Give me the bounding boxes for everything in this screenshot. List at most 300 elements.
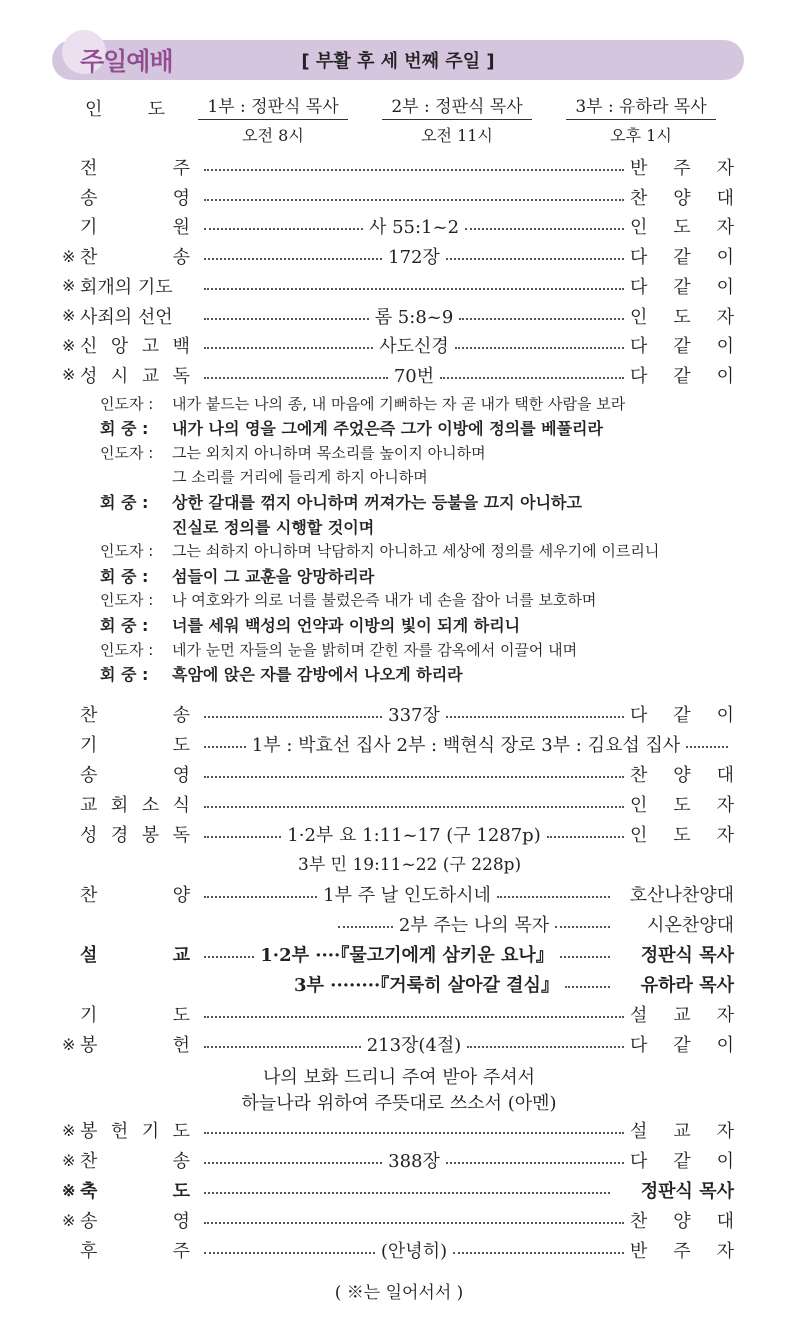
item-title-char: 영	[172, 765, 190, 786]
item-title-char: 축	[80, 1181, 98, 1202]
responsive-speaker: 인도자 :	[100, 394, 154, 413]
item-title-char: 백	[172, 336, 190, 358]
responsive-text: 그는 쇠하지 아니하며 낙담하지 아니하고 세상에 정의를 세우기에 이르리니	[172, 542, 660, 561]
item-title-char: 양	[172, 885, 190, 906]
item-leader-char: 자	[716, 825, 734, 846]
item-title-char: 송	[80, 1211, 98, 1232]
item-title-char: 봉	[80, 1035, 98, 1056]
item-leader	[630, 184, 734, 210]
item-leader	[630, 761, 734, 787]
item-leader	[630, 791, 734, 817]
item-title-char: 독	[172, 365, 190, 387]
responsive-text: 나 여호와가 의로 너를 불렀은즉 내가 네 손을 잡아 너를 보호하며	[172, 591, 597, 610]
item-title-char: 성	[80, 825, 98, 846]
item-leader-char: 다	[630, 1151, 648, 1172]
item-title-char: 기	[80, 217, 98, 239]
responsive-text: 내가 붙드는 나의 종, 내 마음에 기뻐하는 자 곧 내가 택한 사람을 보라	[172, 394, 626, 413]
order-row	[62, 1030, 734, 1058]
standing-mark: ※	[62, 1120, 76, 1140]
leader-dots	[547, 836, 624, 838]
item-title-char: 도	[172, 1181, 190, 1202]
responsive-text: 진실로 정의를 시행할 것이며	[172, 517, 375, 537]
item-center: (안녕히)	[380, 1241, 448, 1262]
item-leader	[630, 1117, 734, 1143]
item-leader-char: 인	[630, 825, 648, 846]
item-leader-char: 이	[716, 336, 734, 358]
item-detail	[204, 821, 624, 847]
item-title-char: 주	[172, 158, 190, 179]
item-detail	[204, 1216, 624, 1224]
item-title-char: 영	[172, 1211, 190, 1232]
item-title-char: 후	[80, 1241, 98, 1262]
item-detail	[204, 1147, 624, 1173]
item-detail	[204, 770, 624, 778]
leader-dots	[204, 716, 382, 718]
item-center: 337장	[388, 705, 440, 726]
item-leader-char: 주	[673, 158, 691, 179]
leader-dots	[338, 926, 393, 928]
item-title-char: 소	[141, 795, 160, 816]
leader-dots	[204, 746, 246, 748]
item-leader	[630, 332, 734, 358]
responsive-line	[100, 613, 740, 635]
leader-dots	[453, 1252, 624, 1254]
item-center: 롬 5:8~9	[374, 306, 454, 328]
item-title-char: 찬	[80, 247, 98, 269]
leader-dots	[560, 956, 610, 958]
item-center: 사도신경	[379, 336, 449, 358]
item-title	[80, 1147, 198, 1173]
item-leader-char: 자	[716, 1121, 734, 1142]
responsive-line	[172, 515, 798, 537]
responsive-text: 내가 나의 영을 그에게 주었은즉 그가 이방에 정의를 베풀리라	[172, 419, 603, 439]
standing-mark: ※	[62, 1150, 76, 1170]
item-title-char: 경	[110, 825, 129, 846]
order-row	[62, 1116, 734, 1144]
item-title-char: 교	[141, 365, 160, 387]
item-leader-char: 이	[716, 705, 734, 726]
item-leader-char: 같	[673, 705, 691, 726]
item-title-char: 시	[110, 365, 129, 387]
item-leader-char: 자	[716, 1005, 734, 1026]
item-detail	[204, 1186, 610, 1194]
item-leader: 호산나찬양대	[629, 885, 734, 906]
item-title-char: 송	[80, 765, 98, 786]
item-leader: 정판식 목사	[640, 1181, 734, 1202]
leader-dots	[497, 896, 610, 898]
item-leader-char: 양	[673, 765, 691, 786]
item-leader	[630, 154, 734, 180]
responsive-text: 그는 외치지 아니하며 목소리를 높이지 아니하며	[172, 443, 486, 462]
offering-lyric: 나의 보화 드리니 주여 받아 주셔서	[262, 1067, 536, 1088]
responsive-speaker: 회 중 :	[100, 566, 149, 586]
leader-dots	[465, 228, 624, 230]
item-title-char: 도	[172, 1005, 190, 1026]
leader-dots	[204, 776, 624, 778]
order-row	[62, 331, 734, 359]
responsive-text: 그 소리를 거리에 들리게 하지 아니하며	[172, 468, 428, 487]
item-leader-char: 대	[716, 765, 734, 786]
responsive-speaker: 인도자 :	[100, 443, 154, 462]
responsive-line	[172, 466, 798, 488]
item-detail	[204, 303, 624, 329]
leader-dots	[459, 318, 624, 320]
order-row	[62, 1206, 734, 1234]
item-leader-char: 양	[673, 1211, 691, 1232]
item-title	[80, 881, 198, 907]
item-leader-char: 자	[716, 217, 734, 239]
item-leader	[630, 243, 734, 269]
leader-dots	[204, 806, 624, 808]
leader-dots	[204, 956, 254, 958]
item-title-char: 신	[80, 336, 98, 358]
item-leader-char: 도	[673, 306, 691, 328]
standing-mark: ※	[62, 365, 76, 385]
item-leader	[630, 273, 734, 299]
order-row	[62, 970, 734, 998]
responsive-line	[100, 417, 740, 439]
pastor-row	[0, 92, 798, 145]
leader-dots	[204, 347, 373, 349]
item-title-char: 교	[172, 945, 190, 966]
standing-mark: ※	[62, 1210, 76, 1230]
item-title-char: 앙	[110, 336, 129, 358]
item-detail	[204, 1237, 624, 1263]
item-leader-char: 이	[716, 276, 734, 298]
leader-dots	[555, 926, 610, 928]
item-center: 172장	[388, 247, 440, 269]
item-detail	[204, 731, 728, 757]
item-title	[80, 941, 198, 967]
order-row	[62, 760, 734, 788]
item-title-char: 설	[80, 945, 98, 966]
item-title-char: 교	[80, 795, 98, 816]
order-row	[62, 242, 734, 270]
item-title-char: 식	[172, 795, 190, 816]
item-leader-char: 다	[630, 276, 648, 298]
item-title	[80, 303, 198, 329]
item-leader: 정판식 목사	[640, 945, 734, 966]
leader-dots	[467, 1046, 624, 1048]
item-leader	[630, 1031, 734, 1057]
item-title	[80, 362, 198, 388]
item-leader-char: 다	[630, 365, 648, 387]
order-row	[62, 1176, 734, 1204]
item-center: 213장(4절)	[366, 1035, 462, 1056]
item-leader-char: 반	[630, 1241, 648, 1262]
item-leader-char: 설	[630, 1005, 648, 1026]
item-leader-char: 이	[716, 1151, 734, 1172]
item-title	[80, 701, 198, 727]
leader-dots	[204, 228, 363, 230]
item-leader	[630, 821, 734, 847]
leader-dots	[204, 377, 388, 379]
responsive-line	[100, 564, 740, 586]
item-title-char: 영	[172, 187, 190, 209]
item-title-char: 송	[80, 187, 98, 209]
item-leader-char: 같	[673, 1151, 691, 1172]
item-detail	[338, 911, 610, 937]
item-detail	[204, 881, 610, 907]
item-detail	[204, 1010, 624, 1018]
item-center: 1·2부 ····『물고기에게 삼키운 요나』	[260, 945, 554, 966]
pastor-col-1: 1부 : 정판식 목사 오전 8시	[198, 92, 348, 146]
responsive-speaker: 회 중 :	[100, 492, 149, 512]
leader-dots	[455, 347, 624, 349]
responsive-text: 섬들이 그 교훈을 앙망하리라	[172, 566, 375, 586]
leader-dots	[565, 986, 610, 988]
order-row	[62, 302, 734, 330]
item-detail	[204, 800, 624, 808]
item-leader-char: 찬	[630, 1211, 648, 1232]
item-center: 388장	[388, 1151, 440, 1172]
order-row	[62, 940, 734, 968]
item-center: 1·2부 요 1:11~17 (구 1287p)	[287, 825, 541, 846]
item-title-char: 회	[110, 795, 129, 816]
leader-dots	[446, 258, 624, 260]
item-leader	[630, 213, 734, 239]
item-title-char: 도	[172, 1121, 190, 1142]
leader-dots	[204, 169, 624, 171]
standing-mark: ※	[62, 246, 76, 266]
item-leader-char: 이	[716, 247, 734, 269]
item-leader-char: 양	[673, 187, 691, 209]
item-title-char: 기	[80, 1005, 98, 1026]
item-leader-char: 다	[630, 705, 648, 726]
reading-extra: 3부 민 19:11~22 (구 228p)	[298, 855, 522, 875]
item-center: 사 55:1~2	[368, 217, 460, 239]
item-leader	[630, 362, 734, 388]
item-leader-char: 반	[630, 158, 648, 179]
responsive-speaker: 회 중 :	[100, 615, 149, 635]
item-detail	[204, 193, 624, 201]
item-leader	[630, 701, 734, 727]
item-leader-char: 같	[673, 247, 691, 269]
responsive-line	[100, 441, 740, 463]
item-leader-char: 같	[673, 1035, 691, 1056]
responsive-text: 네가 눈먼 자들의 눈을 밝히며 갇힌 자를 감옥에서 이끌어 내며	[172, 640, 578, 659]
item-leader: 시온찬양대	[647, 915, 734, 936]
item-leader-char: 이	[716, 1035, 734, 1056]
item-leader-char: 주	[673, 1241, 691, 1262]
item-title-char: 성	[80, 365, 98, 387]
item-center: 3부 ········『거룩히 살아갈 결심』	[294, 975, 559, 996]
item-title-char: 찬	[80, 885, 98, 906]
item-title	[80, 1177, 198, 1203]
order-row	[62, 212, 734, 240]
item-detail	[204, 941, 610, 967]
item-title	[80, 154, 198, 180]
item-leader-char: 같	[673, 365, 691, 387]
item-title-char: 사죄의 선언	[80, 306, 173, 328]
order-row	[62, 1146, 734, 1174]
item-detail	[204, 163, 624, 171]
item-title	[80, 332, 198, 358]
item-title	[80, 243, 198, 269]
item-leader-char: 같	[673, 276, 691, 298]
item-leader-char: 자	[716, 795, 734, 816]
leader-dots	[204, 318, 369, 320]
item-title-char: 독	[172, 825, 190, 846]
item-leader-char: 교	[673, 1121, 691, 1142]
order-row	[62, 1000, 734, 1028]
item-leader-char: 도	[673, 795, 691, 816]
leader-dots	[204, 1046, 361, 1048]
item-title	[80, 1001, 198, 1027]
item-title	[80, 791, 198, 817]
item-title-char: 송	[172, 247, 190, 269]
leader-dots	[204, 1132, 624, 1134]
responsive-speaker: 인도자 :	[100, 640, 154, 659]
item-title	[80, 731, 198, 757]
leader-dots	[204, 1016, 624, 1018]
responsive-line	[100, 589, 740, 611]
responsive-line	[100, 540, 740, 562]
standing-mark: ※	[62, 306, 76, 325]
responsive-speaker: 인도자 :	[100, 542, 154, 561]
order-row	[62, 820, 734, 848]
standing-mark: ※	[62, 1034, 76, 1054]
service-subtitle: [ 부활 후 세 번째 주일 ]	[301, 51, 495, 72]
item-detail	[204, 1126, 624, 1134]
order-row	[62, 183, 734, 211]
item-leader-char: 찬	[630, 187, 648, 209]
standing-mark: ※	[62, 335, 76, 355]
item-leader-char: 인	[630, 795, 648, 816]
item-title-char: 전	[80, 158, 98, 179]
item-leader	[630, 1207, 734, 1233]
item-leader-char: 도	[673, 217, 691, 239]
item-leader-char: 인	[630, 306, 648, 328]
pastor-col-3: 3부 : 유하라 목사 오후 1시	[566, 92, 716, 146]
item-title	[80, 1237, 198, 1263]
item-title-char: 찬	[80, 705, 98, 726]
leader-dots	[204, 1192, 610, 1194]
order-row	[62, 1236, 734, 1264]
leader-dots	[204, 1222, 624, 1224]
item-detail	[204, 213, 624, 239]
item-detail	[204, 701, 624, 727]
order-row	[62, 153, 734, 181]
responsive-speaker: 회 중 :	[100, 419, 149, 439]
order-row	[62, 272, 734, 300]
responsive-line	[100, 663, 740, 685]
item-title-char: 봉	[141, 825, 160, 846]
item-title-char: 헌	[172, 1035, 190, 1056]
pastor-role: 인 도	[85, 99, 165, 120]
item-title	[80, 1207, 198, 1233]
item-detail	[288, 971, 610, 997]
item-center: 1부 : 박효선 집사 2부 : 백현식 장로 3부 : 김요섭 집사	[251, 735, 681, 756]
item-detail	[204, 282, 624, 290]
item-detail	[204, 362, 624, 388]
item-title-char: 찬	[80, 1151, 98, 1172]
item-title-char: 주	[172, 1241, 190, 1262]
responsive-line	[100, 638, 740, 660]
footer-note: ( ※는 일어서서 )	[334, 1283, 464, 1303]
service-header	[52, 40, 744, 80]
item-title-char: 기	[141, 1121, 160, 1142]
item-leader	[630, 303, 734, 329]
item-leader-char: 자	[716, 158, 734, 179]
item-leader-char: 대	[716, 1211, 734, 1232]
leader-dots	[204, 258, 382, 260]
leader-dots	[440, 377, 624, 379]
item-leader-char: 교	[673, 1005, 691, 1026]
item-title-char: 원	[172, 217, 190, 239]
item-title-char: 송	[172, 705, 190, 726]
order-row	[62, 700, 734, 728]
leader-dots	[204, 1252, 375, 1254]
order-row	[62, 730, 734, 758]
item-leader	[630, 1237, 734, 1263]
standing-mark: ※	[62, 276, 76, 296]
leader-dots	[686, 746, 728, 748]
standing-mark: ※	[62, 1180, 76, 1200]
item-leader-char: 같	[673, 336, 691, 358]
item-leader	[630, 1147, 734, 1173]
item-leader-char: 다	[630, 247, 648, 269]
item-title-char: 도	[172, 735, 190, 756]
item-leader-char: 다	[630, 336, 648, 358]
item-center: 1부 주 날 인도하시네	[323, 885, 491, 906]
item-title-char: 송	[172, 1151, 190, 1172]
item-leader-char: 설	[630, 1121, 648, 1142]
item-leader: 유하라 목사	[640, 975, 734, 996]
item-title	[80, 184, 198, 210]
item-leader-char: 자	[716, 306, 734, 328]
leader-dots	[446, 1162, 624, 1164]
item-leader-char: 인	[630, 217, 648, 239]
item-title	[80, 821, 198, 847]
service-title: 주일예배	[80, 47, 173, 76]
responsive-speaker: 인도자 :	[100, 591, 154, 610]
item-title-char: 기	[80, 735, 98, 756]
item-leader-char: 자	[716, 1241, 734, 1262]
leader-dots	[204, 199, 624, 201]
item-center: 70번	[393, 365, 435, 387]
item-title-char: 회개의 기도	[80, 276, 173, 298]
item-leader-char: 이	[716, 365, 734, 387]
item-title	[80, 761, 198, 787]
responsive-line	[100, 490, 740, 512]
item-leader	[630, 1001, 734, 1027]
item-center: 2부 주는 나의 목자	[398, 915, 550, 936]
item-leader-char: 찬	[630, 765, 648, 786]
leader-dots	[204, 836, 281, 838]
offering-lyric: 하늘나라 위하여 주뜻대로 쓰소서 (아멘)	[241, 1093, 557, 1114]
pastor-col-2: 2부 : 정판식 목사 오전 11시	[382, 92, 532, 146]
item-title-char: 봉	[80, 1121, 98, 1142]
item-leader-char: 다	[630, 1035, 648, 1056]
item-leader-char: 도	[673, 825, 691, 846]
item-title	[80, 273, 198, 299]
item-title	[80, 213, 198, 239]
responsive-text: 너를 세워 백성의 언약과 이방의 빛이 되게 하리니	[172, 615, 521, 635]
leader-dots	[446, 716, 624, 718]
order-row	[62, 880, 734, 908]
item-leader-char: 대	[716, 187, 734, 209]
order-row	[62, 910, 734, 938]
item-title-char: 헌	[110, 1121, 129, 1142]
item-detail	[204, 332, 624, 358]
leader-dots	[204, 896, 317, 898]
responsive-line	[100, 392, 740, 414]
responsive-text: 상한 갈대를 꺾지 아니하며 꺼져가는 등불을 끄지 아니하고	[172, 492, 582, 512]
item-detail	[204, 243, 624, 269]
order-row	[62, 790, 734, 818]
responsive-speaker: 회 중 :	[100, 665, 149, 685]
